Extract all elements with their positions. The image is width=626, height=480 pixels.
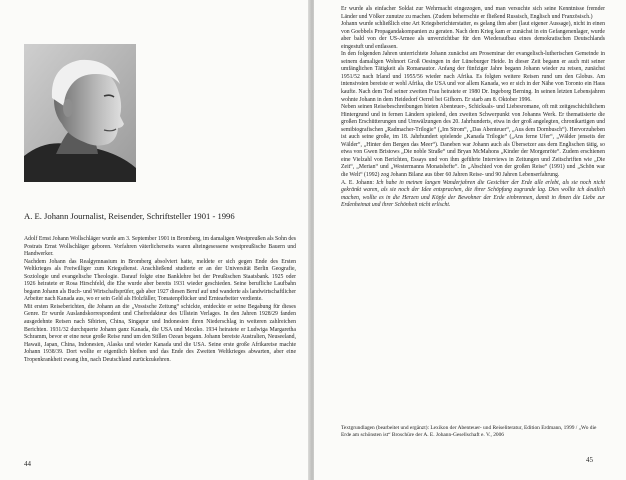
quote-italic: Ich habe in meinen langen Wanderjahren die Gesichter der Erde alle erlebt, als sie noch nicht gekränkt waren, als sie noch der Idee entsprachen, die ihrer Schöpfung zugrunde lag. Dies wollte ich deutlich machen, wollte es in die Herzen und Köpfe der Bewohner der Erde einbrennen, damit in ihnen die Liebe zur Erdenheimat und ihrer Schönheit nicht erlischt.: [341, 179, 605, 209]
quote-lead: A. E. Johann:: [341, 179, 374, 186]
paragraph: Adolf Ernst Johann Wollschläger wurde am 3. September 1901 in Bromberg, im damaligen Westpreußen als Sohn des Postrats Ernst Wollschläger geboren. Vorfahren väterlicherseits waren alteingesessene westpreußische Bauern und Handwerker.: [24, 236, 296, 258]
left-page: [0, 0, 310, 480]
paragraph: Johann wurde schließlich eine Art Kriegsberichterstatter, es gelang ihm aber (laut eigener Aussage), nicht in einen von Goebbels Propagandakompanien zu geraten. Nach dem Krieg kam er zunächst in ein Gefangenenlager, wurde aber bald von der US-Armee als unverzichtbar für den Wiederaufbau eines demokratischen Deutschlands eingestuft und entlassen.: [341, 21, 605, 50]
source-footnote: Textgrundlagen (bearbeitet und ergänzt): Lexikon der Abenteuer- und Reiseliteratur, Edition Erdmann, 1999 / „Wo die Erde am schönsten ist“ Broschüre der A. E. Johann-Gesellschaft e. V., 2006: [341, 425, 597, 438]
paragraph: Mit ersten Reiseberichten, die Johann an die „Vossische Zeitung“ schickte, entdeckte er seine Begabung für dieses Genre. Er wurde Auslandskorrespondent und Chefredakteur des Ullstein Verlages. In den Jahren 1928/29 fanden ausgedehnte Reisen nach Sibirien, China, Singapur und Indonesien ihren Niederschlag in weiteren zahlreichen Berichten. 1931/32 durchquerte Johann ganz Kanada, die USA und Mexiko. 1934 heiratete er Ludwiga Margaretha Schramm, bevor er eine neue große Reise rund um den Stillen Ozean begann. Johann bereiste Australien, Neuseeland, Hawaii, Japan, China, Indonesien, Alaska und wieder Kanada und die USA. Seine erste große Afrikareise machte Johann 1938/39. Dort wollte er eigentlich bleiben und das Ende des Zweiten Weltkrieges abwarten, aber eine Tropenkrankheit zwang ihn, nach Deutschland zurückzukehren.: [24, 303, 296, 363]
paragraph: Nachdem Johann das Realgymnasium in Bromberg absolviert hatte, meldete er sich gegen Ende des Ersten Weltkrieges als Freiwilliger zum Kriegsdienst. Anschließend studierte er an der Universität Berlin Geografie, Soziologie und evangelische Theologie. Darauf folgte eine Banklehre bei der Preußischen Staatsbank. 1925 oder 1926 heiratete er Rosa Hirschfeld, die Ehe wurde aber bereits 1931 wieder geschieden. Seine berufliche Laufbahn begann Johann als Buch- und Wirtschaftsprüfer, gab aber 1927 diesen Beruf auf und wanderte als landwirtschaftlicher Arbeiter nach Kanada aus, wo er sein Geld als Holzfäller, Tomatenpflücker und Erntearbeiter verdiente.: [24, 258, 296, 303]
quote-paragraph: [341, 180, 605, 210]
page-number-left: 44: [24, 460, 31, 468]
paragraph: Neben seinen Reisebeschreibungen bieten Abenteuer-, Schicksals- und Liebesromane, oft mit zeitgeschichtlichem Hintergrund und in fernen Ländern spielend, den zweiten Schwerpunkt von Johanns Werk. Er thematisierte die großen Erschütterungen und Umwälzungen des 20. Jahrhunderts, etwa in der groß angelegten, chronikartigen und semibiografischen „Radmacher-Trilogie“ („Im Strom“, „Das Abenteuer“, „Aus dem Dornbusch“). Hervorzuheben ist auch seine große, im 18. Jahrhundert spielende „Kanada Trilogie“ („Ans ferne Ufer“, „Wälder jenseits der Wälder“, „Hinter den Bergen das Meer“). Daneben war Johann auch als Übersetzer aus dem Englischen tätig, so etwa von Gwen Bristows „Die noble Straße“ und Bryan McMahons „Kinder der Morgenröte“. Zudem erschienen eine Vielzahl von Berichten, Essays und von ihm geführte Interviews in Zeitungen und Zeitschriften wie „Die Zeit“, „Merian“ und „Westermanns Monatshefte“. In „Abschied von der großen Reise“ (1991) und „Schön war die Welt“ (1992) zog Johann Bilanz aus über 60 Jahren Reise- und 90 Jahren Lebenserfahrung.: [341, 104, 605, 179]
author-portrait-image: [24, 44, 136, 182]
paragraph: Er wurde als einfacher Soldat zur Wehrmacht eingezogen, und man versuchte sich seine Kenntnisse fremder Länder und Völker zunutze zu machen. (Zudem beherrschte er fließend Russisch, Englisch und Französisch.): [341, 6, 605, 20]
page-number-right: 45: [586, 456, 593, 464]
paragraph: In den folgenden Jahren unterrichtete Johann zunächst am Proseminar der evangelisch-lutherischen Gemeinde in seinem damaligen Wohnort Groß Oesingen in der Lüneburger Heide. In dieser Zeit begann er auch mit seiner umfänglichen Tätigkeit als Romanautor. Anfang der fünfziger Jahre begann Johann wieder zu reisen, zunächst 1951/52 nach Irland und 1955/56 wieder nach Afrika. Es folgten weitere Reisen rund um den Globus. Am intensivsten bereiste er wohl Afrika, die USA und vor allem Kanada, wo er sich in der Nähe von Toronto ein Haus kaufte. Nach dem Tod seiner zweiten Frau heiratete er 1980 Dr. Ingeborg Berning. In seinen letzten Lebensjahren wohnte Johann in dem Heidedorf Oerrel bei Gifhorn. Er starb am 8. Oktober 1996.: [341, 51, 605, 103]
right-body-text: [341, 6, 605, 210]
left-body-text: [24, 236, 296, 364]
author-portrait: [24, 44, 136, 182]
author-heading: A. E. Johann Journalist, Reisender, Schriftsteller 1901 - 1996: [24, 211, 235, 221]
